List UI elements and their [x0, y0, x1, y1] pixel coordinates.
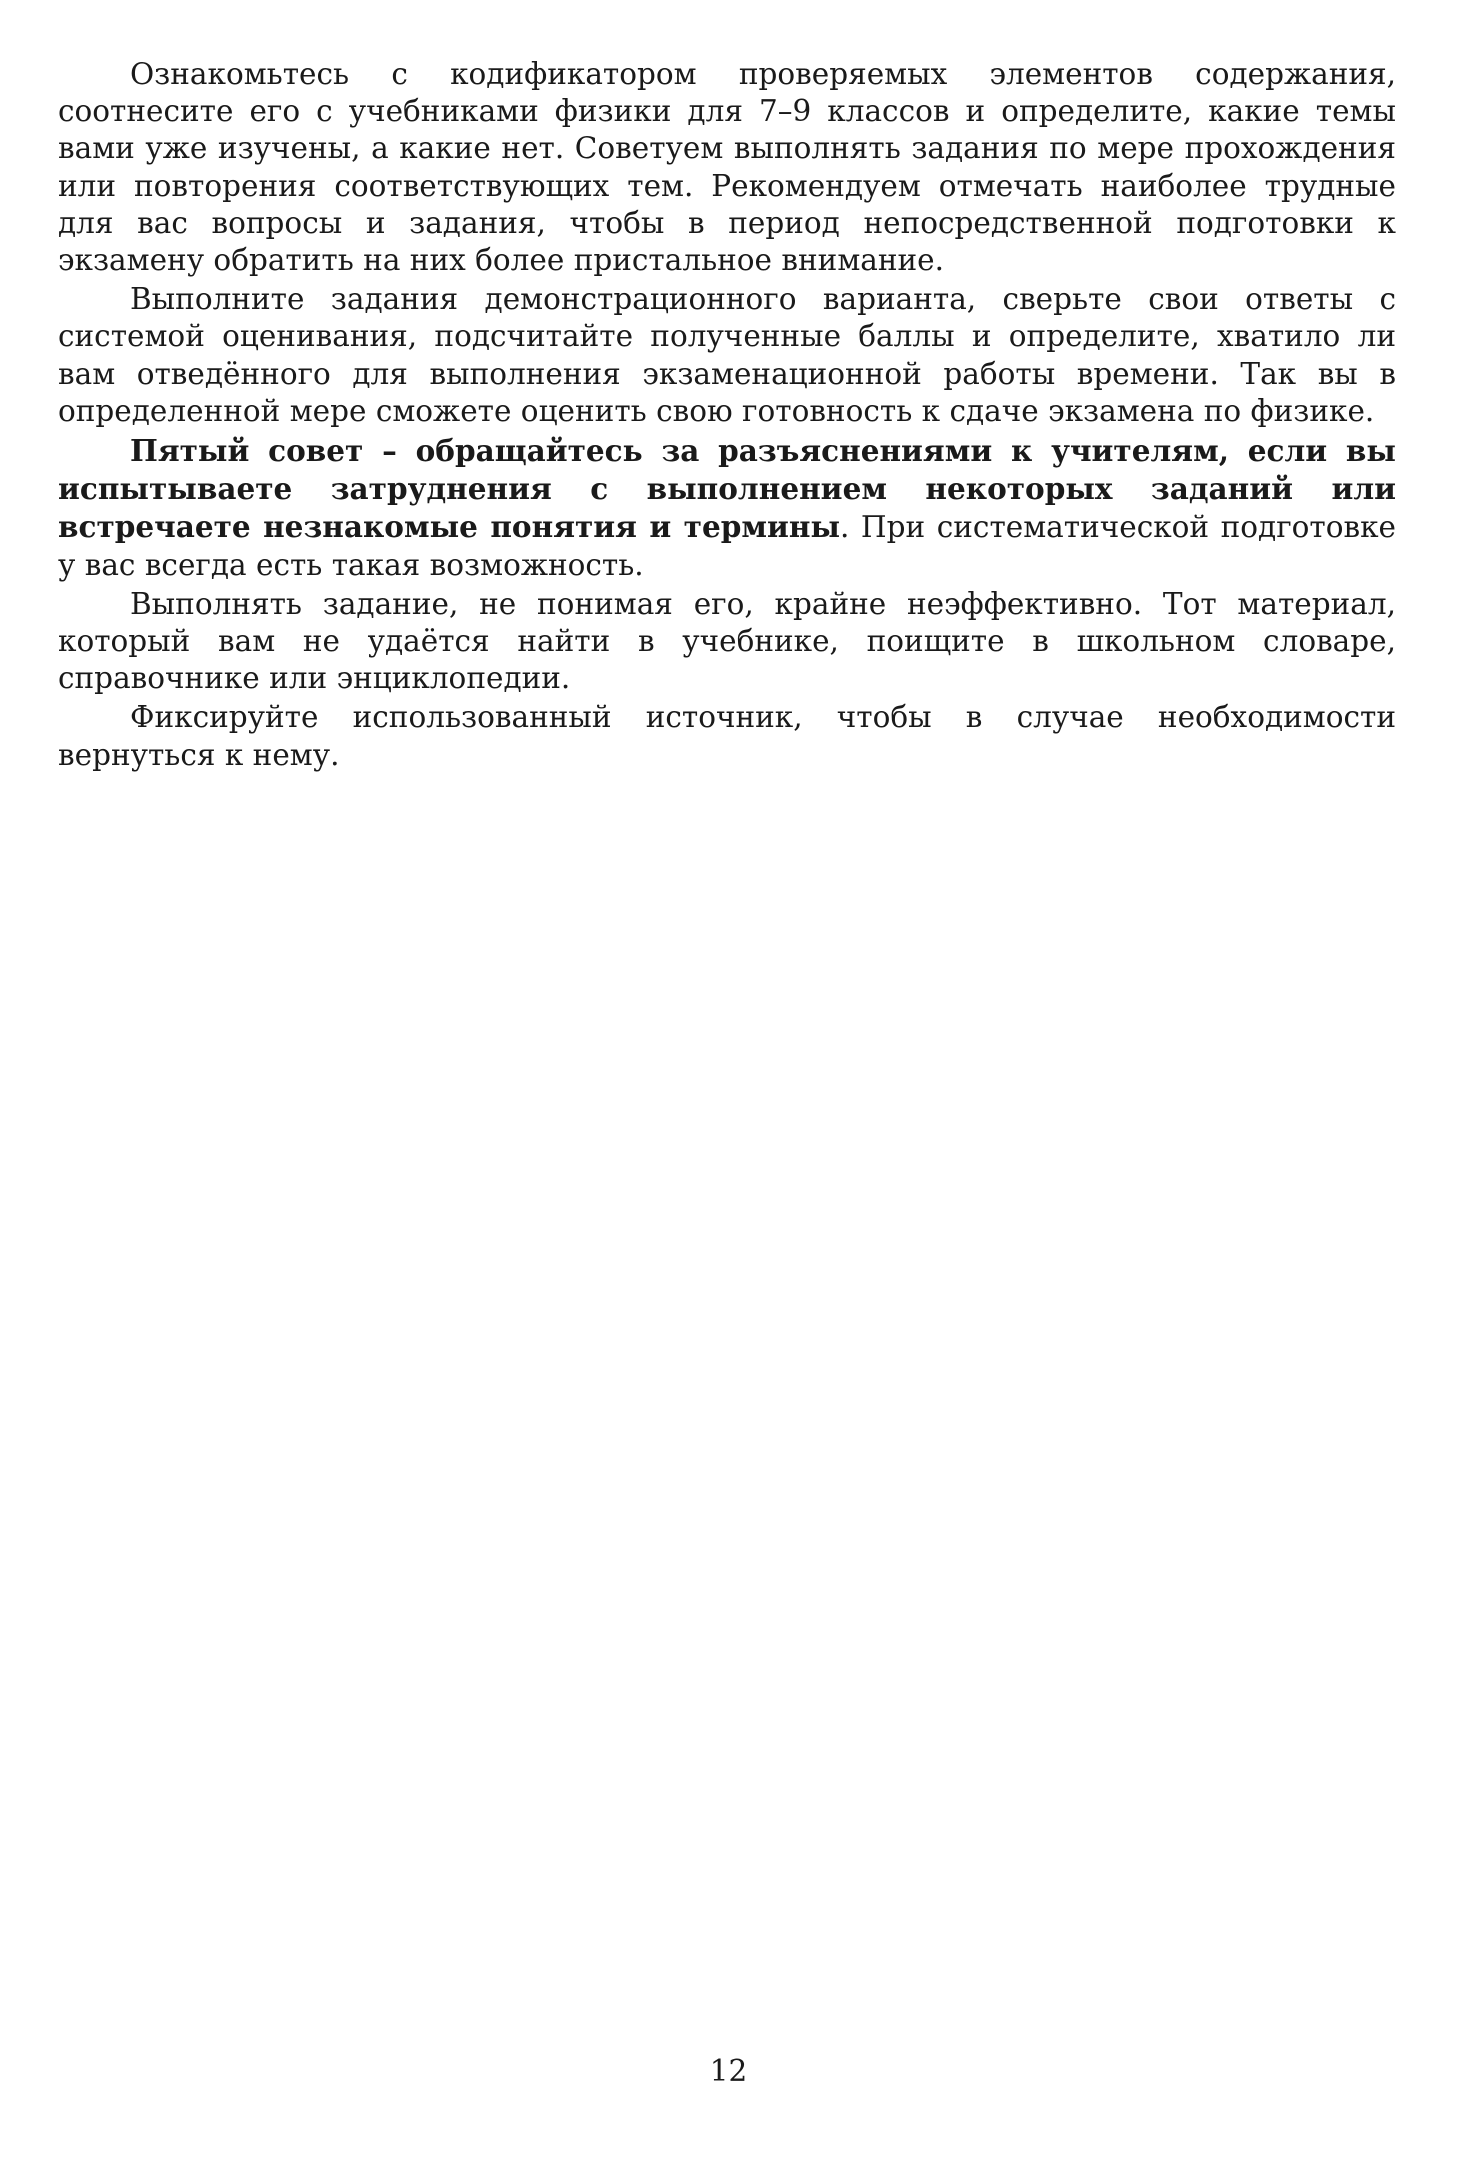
paragraph-codifier — [58, 56, 1396, 279]
paragraph-record-source — [58, 699, 1396, 773]
paragraph-text: . При систематической подготовке у вас всегда есть такая возможность. — [58, 510, 1396, 582]
paragraph-demo-variant — [58, 281, 1396, 430]
paragraph-text: Фиксируйте использованный источник, чтобы в случае необходимости вернуться к нему. — [58, 700, 1396, 772]
paragraph-text: Выполнять задание, не понимая его, крайне неэффективно. Тот материал, который вам не удаётся найти в учебнике, поищите в школьном словаре, справочнике или энциклопедии. — [58, 586, 1396, 696]
paragraph-bold-text: Пятый совет – обращайтесь за разъяснениями к учителям, если вы испытываете затруднения с выполнением некоторых заданий или встречаете незнакомые понятия и термины — [58, 433, 1396, 545]
paragraph-fifth-advice — [58, 432, 1396, 584]
paragraph-understanding — [58, 586, 1396, 698]
paragraph-text: Ознакомьтесь с кодификатором проверяемых элементов содержания, соотнесите его с учебниками физики для 7–9 классов и определите, какие темы вами уже изучены, а какие нет. Советуем выполнять задания по мере прохождения или повторения соответствующих тем. Рекомендуем отмечать наиболее трудные для вас вопросы и задания, чтобы в период непосредственной подготовки к экзамену обратить на них более пристальное внимание. — [58, 57, 1396, 278]
paragraph-text: Выполните задания демонстрационного варианта, сверьте свои ответы с системой оценивания, подсчитайте полученные баллы и определите, хватило ли вам отведённого для выполнения экзаменационной работы времени. Так вы в определенной мере сможете оценить свою готовность к сдаче экзамена по физике. — [58, 282, 1396, 428]
page-number: 12 — [709, 2054, 748, 2088]
document-body — [58, 56, 1396, 774]
